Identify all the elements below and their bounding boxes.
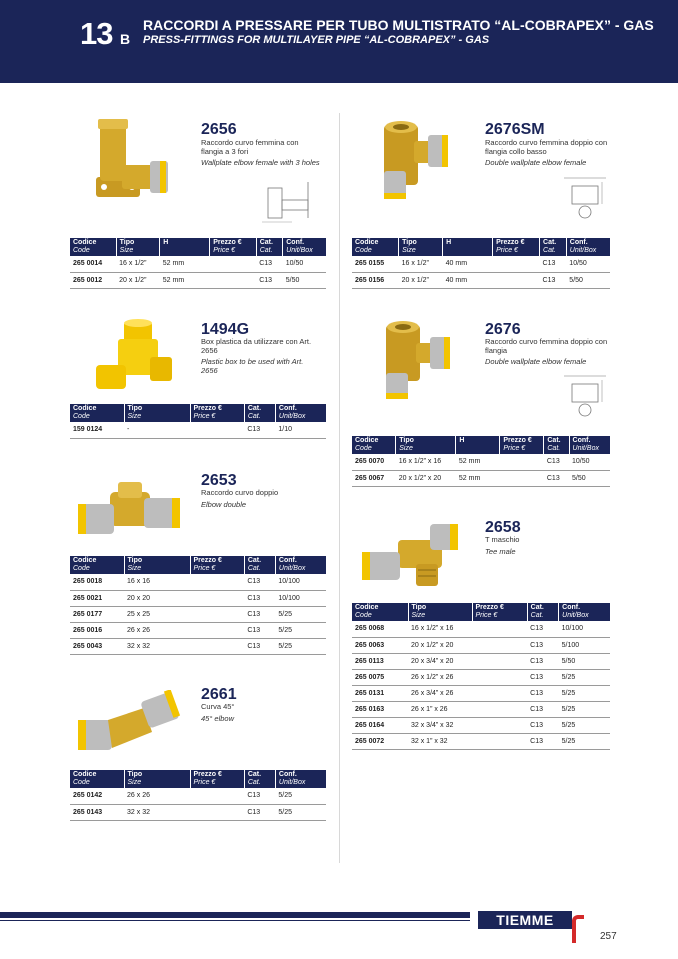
technical-drawing-2676sm [560, 174, 610, 222]
product-description-it: Raccordo curvo femmina doppio con flangia collo basso [485, 138, 608, 156]
product-description-it: Raccordo curvo doppio [201, 488, 279, 497]
table-row: 265 0113 20 x 3/4” x 20 C13 5/50 [352, 653, 610, 669]
product-image-2676 [370, 315, 470, 403]
product-table-2661: Codice Code Tipo Size Prezzo € Price € Cat. Cat. Conf. Unit/Box 265 0142 26 x 26 C13 5/25 265 0143 32 x 32 C13 5/25 [70, 770, 326, 821]
table-row: 265 0070 16 x 1/2” x 16 52 mm C13 10/50 [352, 454, 610, 470]
table-row: 265 0068 16 x 1/2” x 16 C13 10/100 [352, 621, 610, 637]
table-row: 265 0143 32 x 32 C13 5/25 [70, 804, 326, 820]
table-row: 265 0063 20 x 1/2” x 20 C13 5/100 [352, 637, 610, 653]
page-header [0, 0, 678, 83]
footer-rule-thin [0, 920, 470, 921]
product-description-en: 45° elbow [201, 714, 235, 723]
footer-rule [0, 912, 470, 918]
product-image-2676sm [370, 115, 470, 205]
table-row: 265 0014 16 x 1/2” 52 mm C13 10/50 [70, 256, 326, 272]
product-table-2656: Codice Code Tipo Size H Prezzo € Price € Cat. Cat. Conf. Unit/Box 265 0014 16 x 1/2” 52 mm C13 10/50 265 0012 20 x 1/2” 52 mm C13 5/50 [70, 238, 326, 289]
table-row: 265 0156 20 x 1/2” 40 mm C13 5/50 [352, 272, 610, 288]
product-code: 2658 [485, 519, 521, 536]
product-image-2658 [358, 518, 476, 590]
table-row: 265 0142 26 x 26 C13 5/25 [70, 788, 326, 804]
table-row: 265 0021 20 x 20 C13 10/100 [70, 590, 326, 606]
brand-accent-icon [572, 915, 584, 943]
product-description-it: Curva 45° [201, 702, 235, 711]
table-row: 265 0155 16 x 1/2” 40 mm C13 10/50 [352, 256, 610, 272]
product-code: 2676 [485, 321, 521, 338]
product-description-en: Plastic box to be used with Art. 2656 [201, 357, 304, 375]
product-description-it: T maschio [485, 535, 520, 544]
table-row: 159 0124 - C13 1/10 [70, 422, 326, 438]
page-title: RACCORDI A PRESSARE PER TUBO MULTISTRATO “AL-COBRAPEX” - GAS [143, 17, 654, 33]
page-number: 257 [600, 931, 617, 942]
table-row: 265 0177 25 x 25 C13 5/25 [70, 606, 326, 622]
table-row: 265 0163 26 x 1” x 26 C13 5/25 [352, 701, 610, 717]
table-row: 265 0016 26 x 26 C13 5/25 [70, 622, 326, 638]
section-number: 13 [80, 16, 113, 51]
technical-drawing-2676 [560, 372, 610, 420]
product-description-en: Double wallplate elbow female [485, 357, 587, 366]
section-letter: B [120, 31, 131, 47]
table-row: 265 0075 26 x 1/2” x 26 C13 5/25 [352, 669, 610, 685]
column-divider [339, 113, 340, 863]
technical-drawing-2656 [262, 178, 326, 224]
product-description-en: Double wallplate elbow female [485, 158, 587, 167]
page-subtitle: PRESS-FITTINGS FOR MULTILAYER PIPE “AL-COBRAPEX” - GAS [143, 34, 490, 46]
product-code: 1494G [201, 321, 250, 338]
product-image-2661 [74, 690, 184, 758]
product-code: 2676SM [485, 121, 545, 138]
product-code: 2661 [201, 686, 237, 703]
product-table-2658: Codice Code Tipo Size Prezzo € Price € Cat. Cat. Conf. Unit/Box 265 0068 16 x 1/2” x 16 C13 10/100 265 0063 20 x 1/2” x 20 C13 5/100 265 0113 20 x 3/4” x 20 C13 5/50 265 0075 26 x 1/2” x 26 C13 5/25 265 0131 26 x 3/4” x 26 C13 5/25 265 0163 26 x 1” x 26 C13 5/25 265 0164 32 x 3/4” x 32 C13 5/25 265 0072 32 x 1” x 32 C13 5/25 [352, 603, 610, 750]
product-description-en: Elbow double [201, 500, 247, 509]
table-row: 265 0043 32 x 32 C13 5/25 [70, 638, 326, 654]
table-row: 265 0067 20 x 1/2” x 20 52 mm C13 5/50 [352, 470, 610, 486]
product-code: 2656 [201, 121, 237, 138]
product-table-1494g: Codice Code Tipo Size Prezzo € Price € Cat. Cat. Conf. Unit/Box 159 0124 - C13 1/10 [70, 404, 326, 439]
product-description-en: Wallplate elbow female with 3 holes [201, 158, 320, 167]
product-description-it: Box plastica da utilizzare con Art. 2656 [201, 337, 312, 355]
table-row: 265 0164 32 x 3/4” x 32 C13 5/25 [352, 717, 610, 733]
product-image-2653 [74, 478, 186, 548]
product-table-2676sm: Codice Code Tipo Size H Prezzo € Price € Cat. Cat. Conf. Unit/Box 265 0155 16 x 1/2” 40 mm C13 10/50 265 0156 20 x 1/2” 40 mm C13 5/50 [352, 238, 610, 289]
product-table-2653: Codice Code Tipo Size Prezzo € Price € Cat. Cat. Conf. Unit/Box 265 0018 16 x 16 C13 10/100 265 0021 20 x 20 C13 10/100 265 0177 25 x 25 C13 5/25 265 0016 26 x 26 C13 5/25 265 0043 32 x 32 C13 5/25 [70, 556, 326, 655]
product-code: 2653 [201, 472, 237, 489]
table-row: 265 0018 16 x 16 C13 10/100 [70, 574, 326, 590]
table-row: 265 0131 26 x 3/4” x 26 C13 5/25 [352, 685, 610, 701]
product-description-en: Tee male [485, 547, 516, 556]
product-image-2656 [84, 115, 184, 205]
table-row: 265 0072 32 x 1” x 32 C13 5/25 [352, 733, 610, 749]
product-table-2676: Codice Code Tipo Size H Prezzo € Price € Cat. Cat. Conf. Unit/Box 265 0070 16 x 1/2” x 16 52 mm C13 10/50 265 0067 20 x 1/2” x 20 52 mm C13 5/50 [352, 436, 610, 487]
table-row: 265 0012 20 x 1/2” 52 mm C13 5/50 [70, 272, 326, 288]
brand-logo: TIEMME [478, 911, 572, 929]
product-description-it: Raccordo curvo femmina con flangia a 3 fori [201, 138, 299, 156]
product-description-it: Raccordo curvo femmina doppio con flangia [485, 337, 608, 355]
product-image-1494g [88, 315, 184, 397]
